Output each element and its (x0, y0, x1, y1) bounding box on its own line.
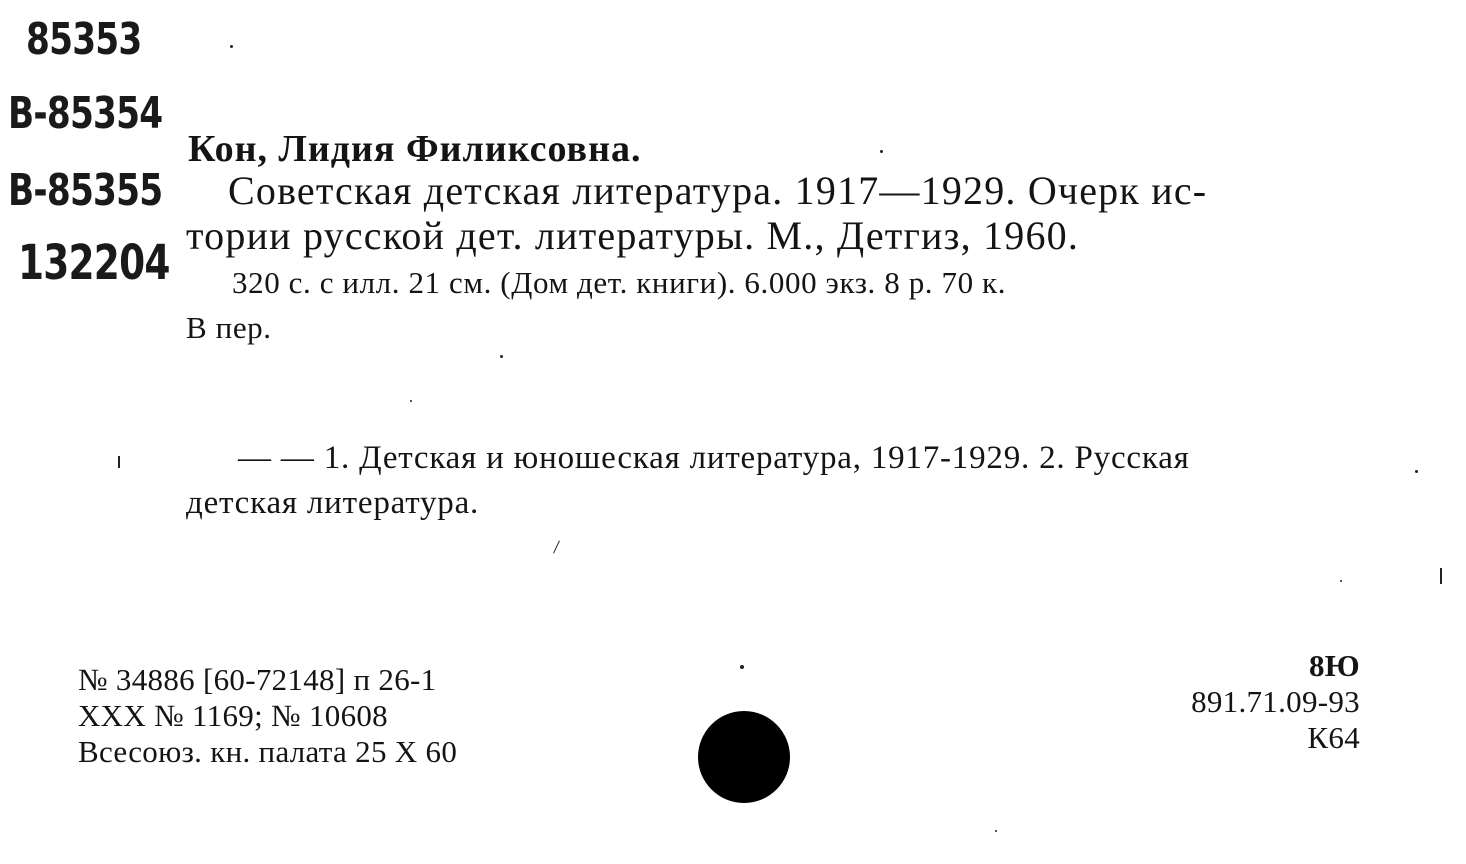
scan-mark (118, 456, 120, 468)
binding-note: В пер. (186, 310, 272, 345)
punch-hole (698, 711, 790, 803)
scan-speck (500, 355, 503, 358)
udc-code: 891.71.09-93 (1191, 684, 1360, 719)
scan-speck (1340, 580, 1342, 582)
handwritten-number-1: 85353 (26, 14, 142, 65)
handwritten-number-4: 132204 (18, 235, 170, 291)
chamber-line: Всесоюз. кн. палата 25 X 60 (78, 734, 458, 769)
handwritten-number-3: B-85355 (8, 165, 163, 216)
card-series-line: XXX № 1169; № 10608 (78, 698, 388, 733)
subject-headings-line-1: — — 1. Детская и юношеская литература, 1917-1929. 2. Русская (238, 440, 1190, 476)
scan-mark (1440, 568, 1442, 584)
classification-code: 8Ю (1308, 648, 1360, 683)
title-line-1: Советская детская литература. 1917—1929. Очерк ис- (228, 168, 1208, 213)
scan-speck (230, 45, 233, 48)
scan-speck (410, 400, 412, 402)
scan-speck (1415, 470, 1418, 473)
imprint-line: 320 с. с илл. 21 см. (Дом дет. книги). 6.000 экз. 8 р. 70 к. (232, 265, 1007, 300)
scan-speck (880, 150, 883, 153)
scan-mark (553, 540, 560, 553)
card-number-line: № 34886 [60-72148] п 26-1 (78, 662, 437, 697)
handwritten-number-2: B-85354 (8, 88, 163, 139)
title-line-2: тории русской дет. литературы. М., Детгиз, 1960. (186, 213, 1080, 258)
scan-speck (995, 830, 997, 832)
subject-headings-line-2: детская литература. (186, 485, 480, 521)
author-mark: К64 (1307, 720, 1360, 755)
scan-speck (740, 665, 744, 669)
author-heading: Кон, Лидия Филиксовна. (188, 128, 642, 170)
